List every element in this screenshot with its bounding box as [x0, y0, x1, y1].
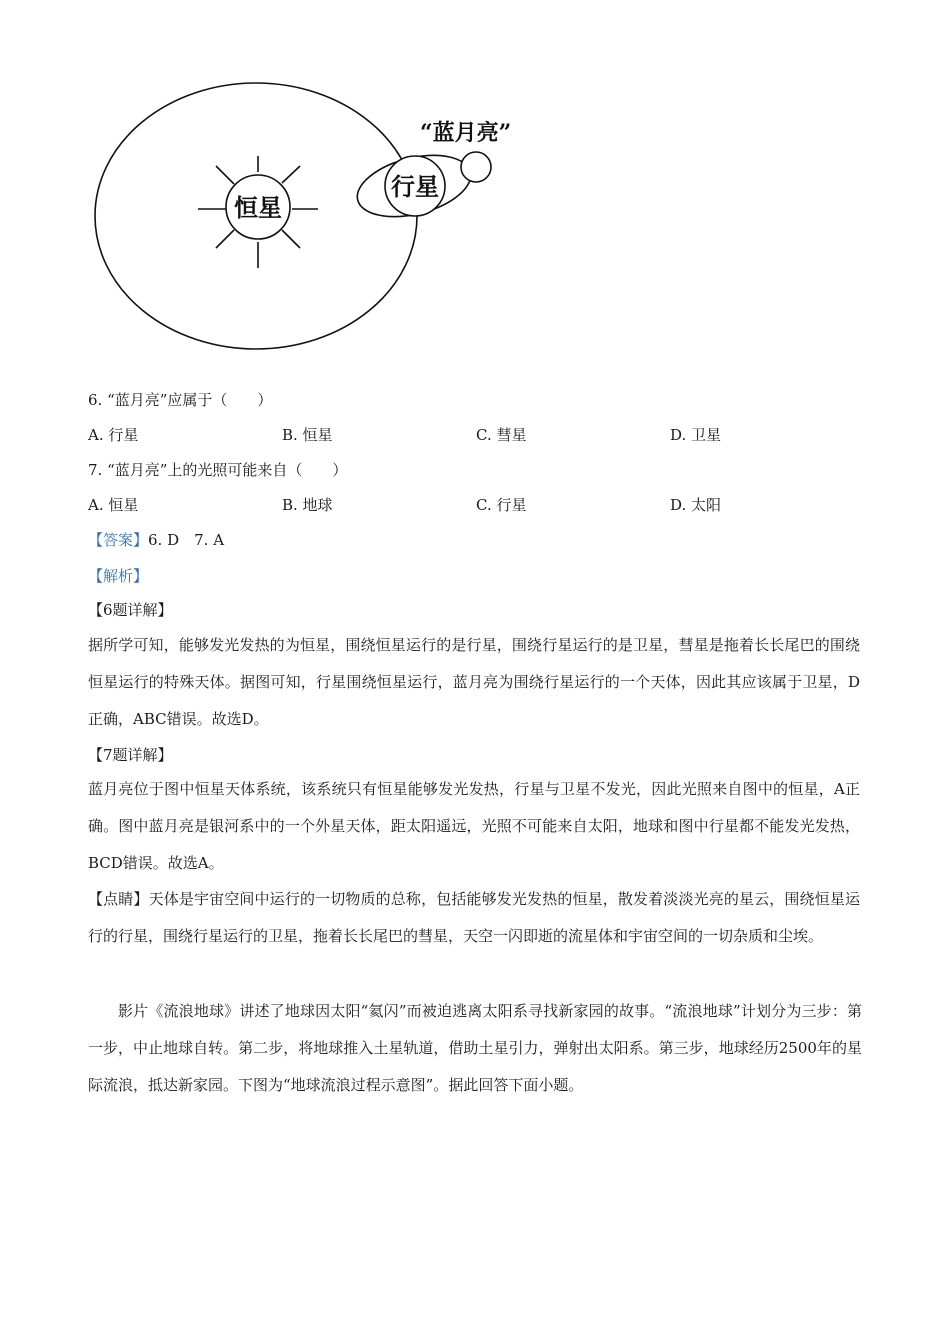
detail-7-text: 蓝月亮位于图中恒星天体系统，该系统只有恒星能够发光发热，行星与卫星不发光，因此光照来自图中的恒星，A正确。图中蓝月亮是银河系中的一个外星天体，距太阳遥远，光照不可能来自太阳，地球和图中行星都不能发光发热，BCD错误。故选A。: [88, 780, 860, 872]
q6-option-c: C. 彗星: [476, 426, 527, 444]
q7-option-c: C. 行星: [476, 496, 527, 514]
answer-line: [88, 530, 224, 550]
star-label: 恒星: [234, 193, 282, 222]
question-6-stem: 6. “蓝月亮”应属于（ ）: [88, 391, 273, 409]
question-7-stem: 7. “蓝月亮”上的光照可能来自（ ）: [88, 461, 348, 479]
detail-7-text-block: [88, 771, 860, 882]
q6-option-b: B. 恒星: [282, 426, 333, 444]
answer-tag: 【答案】: [88, 531, 149, 549]
moon-label: “蓝月亮”: [420, 120, 512, 146]
tip-block: [88, 881, 860, 955]
q6-option-d: D. 卫星: [670, 426, 722, 444]
analysis-tag: 【解析】: [88, 567, 149, 585]
q7-option-d: D. 太阳: [670, 496, 722, 514]
q7-option-a: A. 恒星: [88, 496, 139, 514]
detail-6-heading: 【6题详解】: [88, 601, 173, 619]
detail-6-text-block: [88, 627, 860, 738]
moon-icon: [461, 152, 491, 182]
story-paragraph: 影片《流浪地球》讲述了地球因太阳“氦闪”而被迫逃离太阳系寻找新家园的故事。“流浪地球”计划分为三步：第一步，中止地球自转。第二步，将地球推入土星轨道，借助土星引力，弹射出太阳系。第三步，地球经历2500年的星际流浪，抵达新家园。下图为“地球流浪过程示意图”。据此回答下面小题。: [88, 1002, 862, 1094]
celestial-system-diagram: [80, 70, 560, 370]
q6-option-a: A. 行星: [88, 426, 139, 444]
detail-6-text: 据所学可知，能够发光发热的为恒星，围绕恒星运行的是行星，围绕行星运行的是卫星，彗星是拖着长长尾巴的围绕恒星运行的特殊天体。据图可知，行星围绕恒星运行，蓝月亮为围绕行星运行的一个天体，因此其应该属于卫星，D正确，ABC错误。故选D。: [88, 636, 860, 728]
answer-text: 6. D 7. A: [148, 531, 225, 549]
tip-text: 天体是宇宙空间中运行的一切物质的总称，包括能够发光发热的恒星，散发着淡淡光亮的星云，围绕恒星运行的行星，围绕行星运行的卫星，拖着长长尾巴的彗星，天空一闪即逝的流星体和宇宙空间的一切杂质和尘埃。: [88, 890, 860, 945]
tip-tag: 【点睛】: [88, 890, 149, 908]
planet-label: 行星: [391, 172, 439, 201]
detail-7-heading: 【7题详解】: [88, 746, 173, 764]
q7-option-b: B. 地球: [282, 496, 333, 514]
